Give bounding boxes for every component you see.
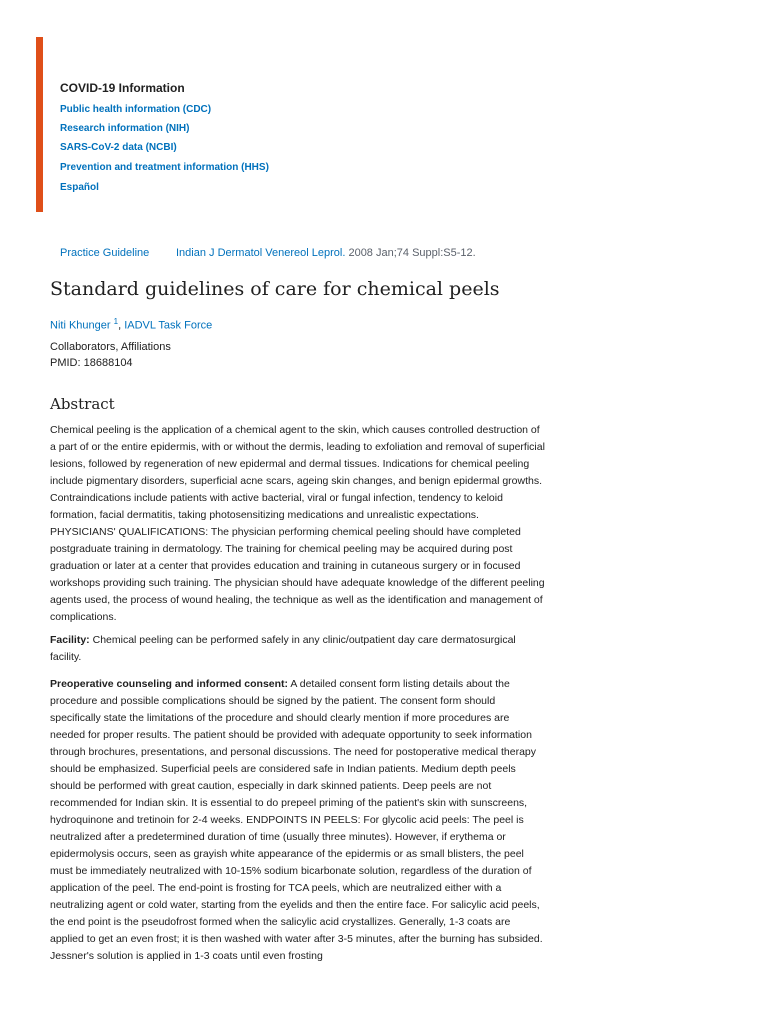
article-title: Standard guidelines of care for chemical peels (50, 278, 500, 300)
covid-info-box (36, 37, 463, 212)
journal-link[interactable]: Indian J Dermatol Venereol Leprol. (176, 247, 346, 259)
facility-label: Facility: (50, 634, 90, 646)
consent-text: A detailed consent form listing details about the procedure and possible complications should be signed by the patient. The consent form should specifically state the limitations of the procedure and should clearly mention if more procedures are needed for proper results. The patient should be provided with adequate opportunity to seek information through brochures, presentations, and personal discussions. The need for postoperative medical therapy should be emphasized. Superficial peels are considered safe in Indian patients. Medium depth peels should be performed with great caution, especially in dark skinned patients. Deep peels are not recommended for Indian skin. It is essential to do prepeel priming of the patient's skin with sunscreens, hydroquinone and tretinoin for 2-4 weeks. ENDPOINTS IN PEELS: For glycolic acid peels: The peel is neutralized after a predetermined duration of time (usually three minutes). However, if erythema or epidermolysis occurs, seen as grayish white appearance of the epidermis or as small blisters, the peel must be immediately neutralized with 10-15% sodium bicarbonate solution, regardless of the duration of application of the peel. The end-point is frosting for TCA peels, which are neutralized either with a neutralizing agent or cold water, starting from the eyelids and then the entire face. For salicylic acid peels, the end point is the pseudofrost formed when the salicylic acid crystallizes. Generally, 1-3 coats are applied to get an even frost; it is then washed with water after 3-5 minutes, after the burning has subsided. Jessner's solution is applied in 1-3 coats until even frosting (50, 678, 543, 962)
journal-citation (176, 247, 476, 259)
facility-text: Chemical peeling can be performed safely in any clinic/outpatient day care dermatosurgical facility. (50, 634, 516, 663)
link-espanol[interactable]: Español (60, 182, 99, 193)
abstract-heading: Abstract (50, 395, 115, 413)
link-hhs[interactable]: Prevention and treatment information (HHS) (60, 162, 269, 173)
author-link-khunger[interactable]: Niti Khunger (50, 319, 111, 332)
author-list (50, 317, 212, 332)
link-ncbi[interactable]: SARS-CoV-2 data (NCBI) (60, 142, 177, 153)
covid-title: COVID-19 Information (60, 81, 185, 95)
publication-type-link[interactable]: Practice Guideline (60, 247, 150, 259)
author-separator: , (118, 319, 122, 332)
author-link-iadvl[interactable]: IADVL Task Force (124, 319, 213, 332)
abstract-paragraph-consent (50, 676, 545, 965)
abstract-paragraph-1: Chemical peeling is the application of a chemical agent to the skin, which causes controlled destruction of a part of or the entire epidermis, with or without the dermis, leading to exfoliation and removal of superficial lesions, followed by regeneration of new epidermal and dermal tissues. Indications for chemical peeling include pigmentary disorders, superficial acne scars, ageing skin changes, and benign epidermal growths. Contraindications include patients with active bacterial, viral or fungal infection, tendency to keloid formation, facial dermatitis, taking photosensitizing medications and unrealistic expectations. PHYSICIANS' QUALIFICATIONS: The physician performing chemical peeling should have completed postgraduate training in dermatology. The training for chemical peeling may be acquired during post graduation or later at a center that provides education and training in cutaneous surgery or in focused workshops providing such training. The physician should have adequate knowledge of the different peeling agents used, the process of wound healing, the technique as well as the identification and management of complications. (50, 424, 545, 623)
link-cdc[interactable]: Public health information (CDC) (60, 104, 212, 115)
article-meta (60, 247, 476, 259)
collaborators-affiliations[interactable]: Collaborators, Affiliations (50, 341, 171, 353)
abstract-paragraph-facility (50, 632, 545, 666)
link-nih[interactable]: Research information (NIH) (60, 123, 190, 134)
consent-label: Preoperative counseling and informed consent: (50, 678, 289, 690)
author-affiliation-sup[interactable]: 1 (113, 317, 119, 326)
citation-text: 2008 Jan;74 Suppl:S5-12. (348, 247, 476, 259)
pmid: PMID: 18688104 (50, 357, 133, 369)
